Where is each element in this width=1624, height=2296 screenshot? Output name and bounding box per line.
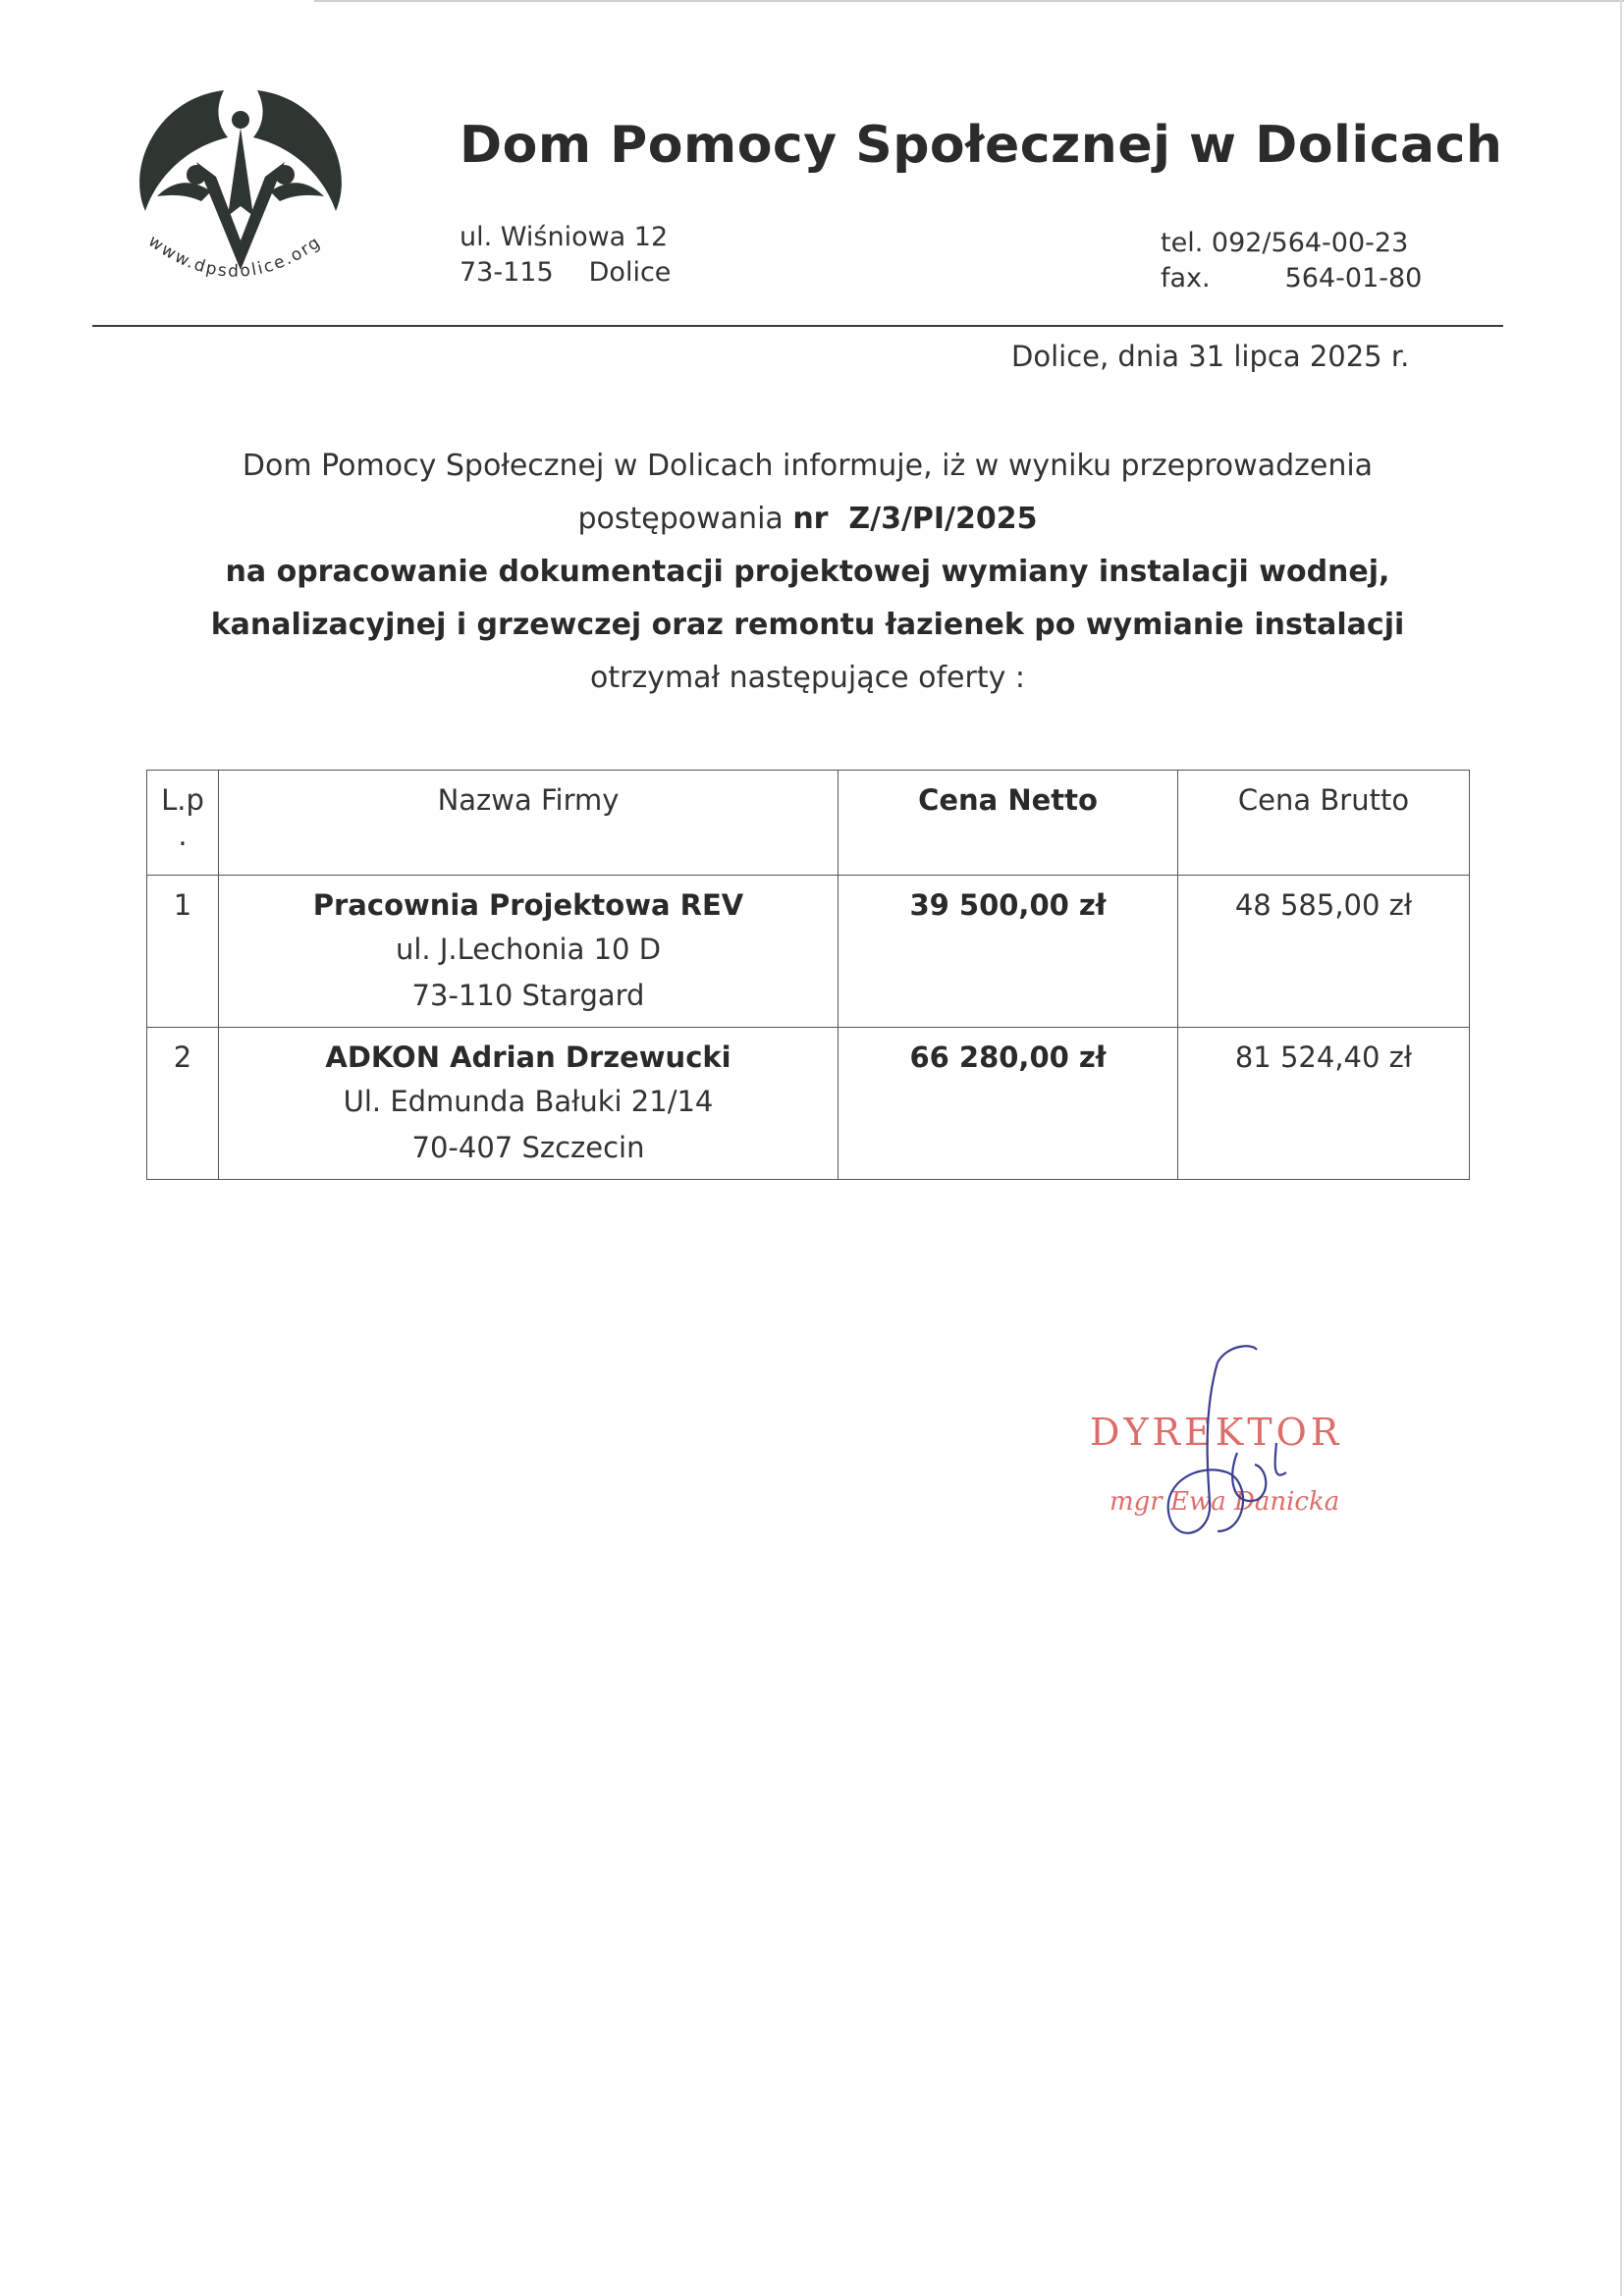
svg-text:DYREKTOR: DYREKTOR <box>1090 1411 1343 1454</box>
company-city: 70-407 Szczecin <box>411 1131 645 1164</box>
company-street: ul. J.Lechonia 10 D <box>395 933 662 966</box>
svg-text:www.dpsdolice.org: www.dpsdolice.org <box>144 231 326 282</box>
address-postal-city <box>460 255 671 291</box>
address-postal: 73-115 <box>460 257 554 288</box>
scan-edge-right <box>1620 0 1622 2296</box>
row-gross-price: 48 585,00 zł <box>1178 876 1470 1028</box>
row-net-price: 39 500,00 zł <box>839 876 1178 1028</box>
header-gross-price: Cena Brutto <box>1178 771 1470 876</box>
fax-line <box>1161 261 1422 296</box>
intro-subject-line-1: na opracowanie dokumentacji projektowej wymiany instalacji wodnej, <box>225 555 1390 589</box>
header-lp: L.p . <box>147 771 219 876</box>
organization-address <box>460 220 671 291</box>
organization-name: Dom Pomocy Społecznej w Dolicach <box>460 116 1503 175</box>
fax-number: 564-01-80 <box>1284 263 1423 294</box>
svg-text:mgr Ewa Danicka: mgr Ewa Danicka <box>1110 1487 1340 1517</box>
row-company <box>219 876 839 1028</box>
phone-line <box>1161 226 1422 261</box>
intro-line-5: otrzymał następujące oferty : <box>590 661 1025 695</box>
procedure-number: nr Z/3/PI/2025 <box>792 502 1038 536</box>
row-lp: 2 <box>147 1028 219 1180</box>
organization-contact <box>1161 226 1422 296</box>
procedure-label: postępowania <box>577 502 784 536</box>
offers-table <box>146 770 1470 1180</box>
phone-number: 092/564-00-23 <box>1211 228 1409 258</box>
director-stamp <box>1080 1335 1394 1561</box>
row-net-price: 66 280,00 zł <box>839 1028 1178 1180</box>
intro-text <box>147 440 1468 705</box>
row-company <box>219 1028 839 1180</box>
intro-line-1: Dom Pomocy Społecznej w Dolicach informuje, iż w wyniku przeprowadzenia <box>242 449 1374 483</box>
header-company-name: Nazwa Firmy <box>219 771 839 876</box>
company-name: ADKON Adrian Drzewucki <box>325 1041 731 1074</box>
fax-label: fax. <box>1161 263 1211 294</box>
scan-edge-top <box>314 0 1624 2</box>
row-gross-price: 81 524,40 zł <box>1178 1028 1470 1180</box>
table-row <box>147 1028 1470 1180</box>
company-street: Ul. Edmunda Bałuki 21/14 <box>343 1085 714 1118</box>
phone-label: tel. <box>1161 228 1204 258</box>
table-row <box>147 876 1470 1028</box>
address-street: ul. Wiśniowa 12 <box>460 222 669 252</box>
row-lp: 1 <box>147 876 219 1028</box>
company-city: 73-110 Stargard <box>411 979 645 1012</box>
header-net-price: Cena Netto <box>839 771 1178 876</box>
intro-subject-line-2: kanalizacyjnej i grzewczej oraz remontu łazienek po wymianie instalacji <box>210 608 1405 642</box>
address-city: Dolice <box>588 257 672 288</box>
company-name: Pracownia Projektowa REV <box>312 888 744 922</box>
organization-logo <box>118 69 363 304</box>
table-header-row <box>147 771 1470 876</box>
header-divider <box>92 325 1503 327</box>
document-date: Dolice, dnia 31 lipca 2025 r. <box>1011 340 1410 373</box>
intro-line-2 <box>147 493 1468 546</box>
